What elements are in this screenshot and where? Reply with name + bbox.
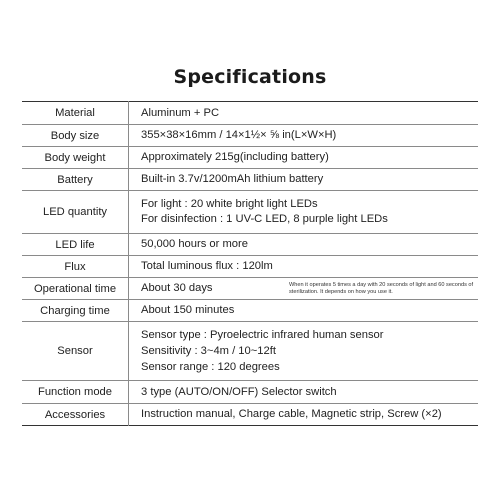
table-row bbox=[22, 125, 478, 147]
value-line: Aluminum + PC bbox=[141, 106, 220, 119]
table-row bbox=[22, 404, 478, 426]
row-label-operational-time: Operational time bbox=[22, 278, 129, 300]
value-line: Sensitivity : 3~4m / 10~12ft bbox=[141, 345, 276, 357]
table-row bbox=[22, 102, 478, 125]
table-row bbox=[22, 234, 478, 256]
row-value-flux bbox=[129, 256, 479, 278]
value-line: Built-in 3.7v/1200mAh lithium battery bbox=[141, 173, 324, 185]
value-line: Approximately 215g(including battery) bbox=[141, 151, 329, 163]
table-row bbox=[22, 169, 478, 191]
value-line: Sensor type : Pyroelectric infrared human sensor bbox=[141, 329, 384, 341]
row-label-sensor: Sensor bbox=[22, 322, 129, 381]
table-row bbox=[22, 147, 478, 169]
value-line: For light : 20 white bright light LEDs bbox=[141, 198, 318, 210]
value-line: 355×38×16mm / 14×1½× ⅝ in(L×W×H) bbox=[141, 129, 337, 141]
value-line: 3 type (AUTO/ON/OFF) Selector switch bbox=[141, 385, 337, 398]
row-label-led-life: LED life bbox=[22, 234, 129, 256]
specifications-table bbox=[22, 101, 478, 426]
value-line: For disinfection : 1 UV-C LED, 8 purple light LEDs bbox=[141, 213, 388, 225]
row-value-body-weight bbox=[129, 147, 479, 169]
row-value-charging-time bbox=[129, 300, 479, 322]
row-label-function-mode: Function mode bbox=[22, 381, 129, 404]
row-value-led-life bbox=[129, 234, 479, 256]
row-value-led-quantity bbox=[129, 191, 479, 234]
row-label-battery: Battery bbox=[22, 169, 129, 191]
row-label-material: Material bbox=[22, 102, 129, 125]
row-label-body-weight: Body weight bbox=[22, 147, 129, 169]
row-label-charging-time: Charging time bbox=[22, 300, 129, 322]
row-value-accessories bbox=[129, 404, 479, 426]
page-title: Specifications bbox=[173, 66, 327, 88]
value-line: About 150 minutes bbox=[141, 304, 235, 316]
row-value-function-mode bbox=[129, 381, 479, 404]
table-row bbox=[22, 256, 478, 278]
row-value-operational-time bbox=[129, 278, 479, 300]
row-label-flux: Flux bbox=[22, 256, 129, 278]
row-label-accessories: Accessories bbox=[22, 404, 129, 426]
value-line: 50,000 hours or more bbox=[141, 238, 248, 250]
table-row bbox=[22, 381, 478, 404]
row-value-material bbox=[129, 102, 479, 125]
table-row bbox=[22, 278, 478, 300]
table-row bbox=[22, 322, 478, 381]
row-value-sensor bbox=[129, 322, 479, 381]
value-line: Sensor range : 120 degrees bbox=[141, 361, 280, 373]
table-row bbox=[22, 191, 478, 234]
row-value-battery bbox=[129, 169, 479, 191]
row-label-led-quantity: LED quantity bbox=[22, 191, 129, 234]
value-line: Total luminous flux : 120lm bbox=[141, 260, 273, 272]
value-line: Instruction manual, Charge cable, Magnetic strip, Screw (×2) bbox=[141, 408, 442, 420]
value-line: About 30 days bbox=[141, 282, 213, 294]
row-value-body-size bbox=[129, 125, 479, 147]
table-row bbox=[22, 300, 478, 322]
row-label-body-size: Body size bbox=[22, 125, 129, 147]
footnote: When it operates 5 times a day with 20 seconds of light and 60 seconds of sterilization. It depends on how you use it. bbox=[289, 282, 474, 295]
